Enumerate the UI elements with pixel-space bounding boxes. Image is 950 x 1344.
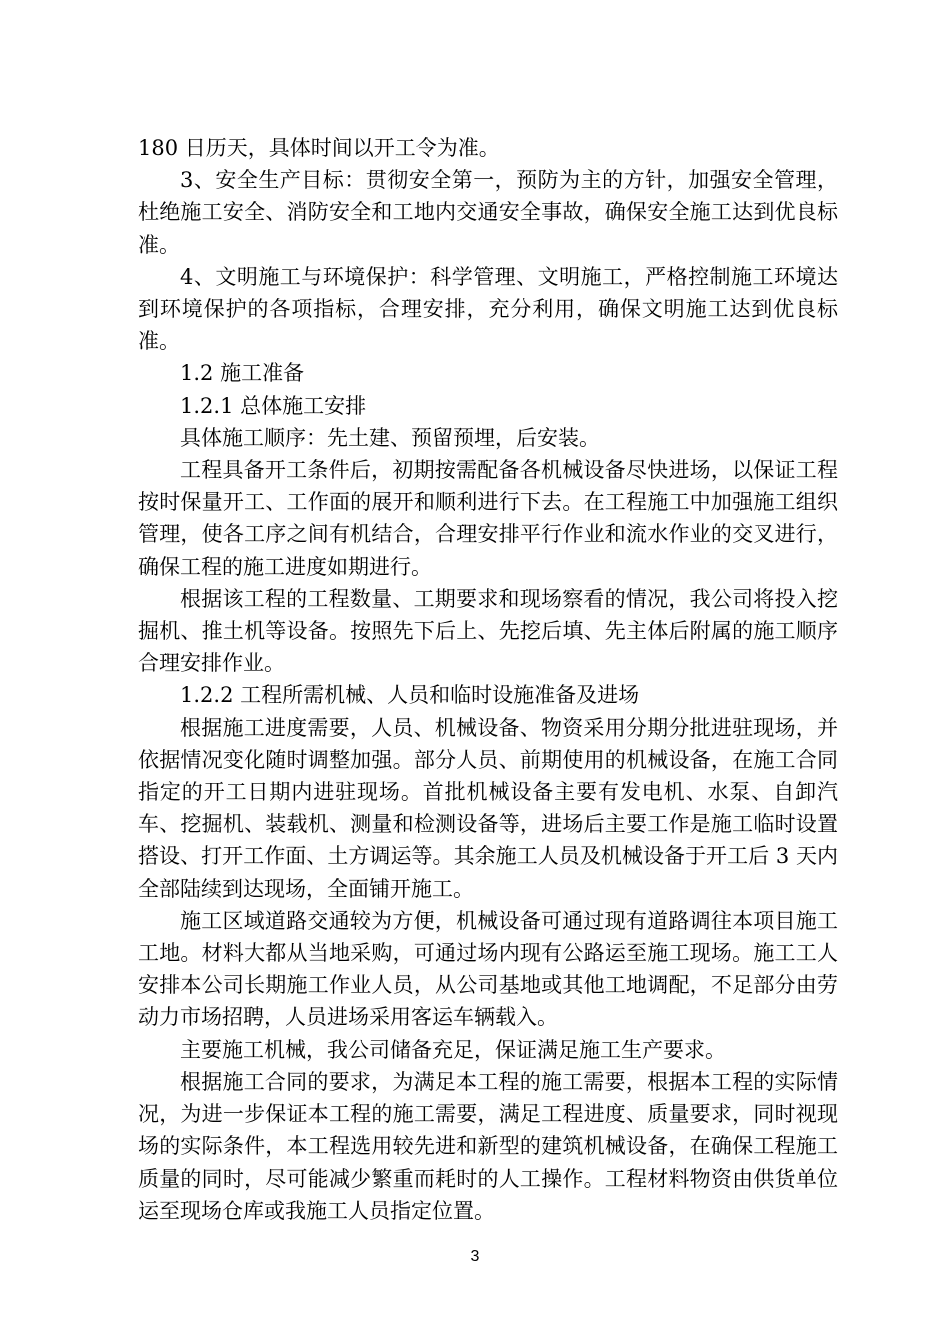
paragraph-equipment-input: 根据该工程的工程数量、工期要求和现场察看的情况，我公司将投入挖掘机、推土机等设备。按照先下后上、先挖后填、先主体后附属的施工顺序合理安排作业。 xyxy=(138,586,838,676)
page-number: 3 xyxy=(470,1248,480,1265)
paragraph-safety-goal: 3、安全生产目标：贯彻安全第一，预防为主的方针，加强安全管理，杜绝施工安全、消防安全和工地内交通安全事故，确保安全施工达到优良标准。 xyxy=(138,168,838,257)
paragraph-civilized-construction: 4、文明施工与环境保护：科学管理、文明施工，严格控制施工环境达到环境保护的各项指标，合理安排，充分利用，确保文明施工达到优良标准。 xyxy=(138,264,838,354)
subsection-heading-machinery-personnel: 1.2.2 工程所需机械、人员和临时设施准备及进场 xyxy=(180,683,640,708)
document-body xyxy=(138,132,838,1227)
paragraph-duration: 180 日历天，具体时间以开工令为准。 xyxy=(138,136,500,160)
subsection-heading-overall-arrangement: 1.2.1 总体施工安排 xyxy=(180,393,367,418)
paragraph-construction-sequence: 具体施工顺序：先土建、预留预埋，后安装。 xyxy=(180,425,600,450)
paragraph-equipment-entry: 工程具备开工条件后，初期按需配备各机械设备尽快进场，以保证工程按时保量开工、工作面的展开和顺利进行下去。在工程施工中加强施工组织管理，使各工序之间有机结合，合理安排平行作业和流水作业的交叉进行，确保工程的施工进度如期进行。 xyxy=(138,458,838,579)
paragraph-phased-entry: 根据施工进度需要，人员、机械设备、物资采用分期分批进驻现场，并依据情况变化随时调整加强。部分人员、前期使用的机械设备，在施工合同指定的开工日期内进驻现场。首批机械设备主要有发电机、水泵、自卸汽车、挖掘机、装载机、测量和检测设备等，进场后主要工作是施工临时设置搭设、打开工作面、土方调运等。其余施工人员及机械设备于开工后 3 天内全部陆续到达现场，全面铺开施工。 xyxy=(138,715,838,901)
section-heading-construction-preparation: 1.2 施工准备 xyxy=(180,361,305,386)
paragraph-main-machinery: 主要施工机械，我公司储备充足，保证满足施工生产要求。 xyxy=(180,1037,726,1062)
paragraph-traffic-materials: 施工区域道路交通较为方便，机械设备可通过现有道路调往本项目施工工地。材料大都从当地采购，可通过场内现有公路运至施工现场。施工工人安排本公司长期施工作业人员，从公司基地或其他工地调配，不足部分由劳动力市场招聘，人员进场采用客运车辆载入。 xyxy=(138,908,838,1030)
paragraph-contract-requirements: 根据施工合同的要求，为满足本工程的施工需要，根据本工程的实际情况，为进一步保证本工程的施工需要，满足工程进度、质量要求，同时视现场的实际条件，本工程选用较先进和新型的建筑机械设备，在确保工程施工质量的同时，尽可能减少繁重而耗时的人工操作。工程材料物资由供货单位运至现场仓库或我施工人员指定位置。 xyxy=(138,1069,838,1223)
